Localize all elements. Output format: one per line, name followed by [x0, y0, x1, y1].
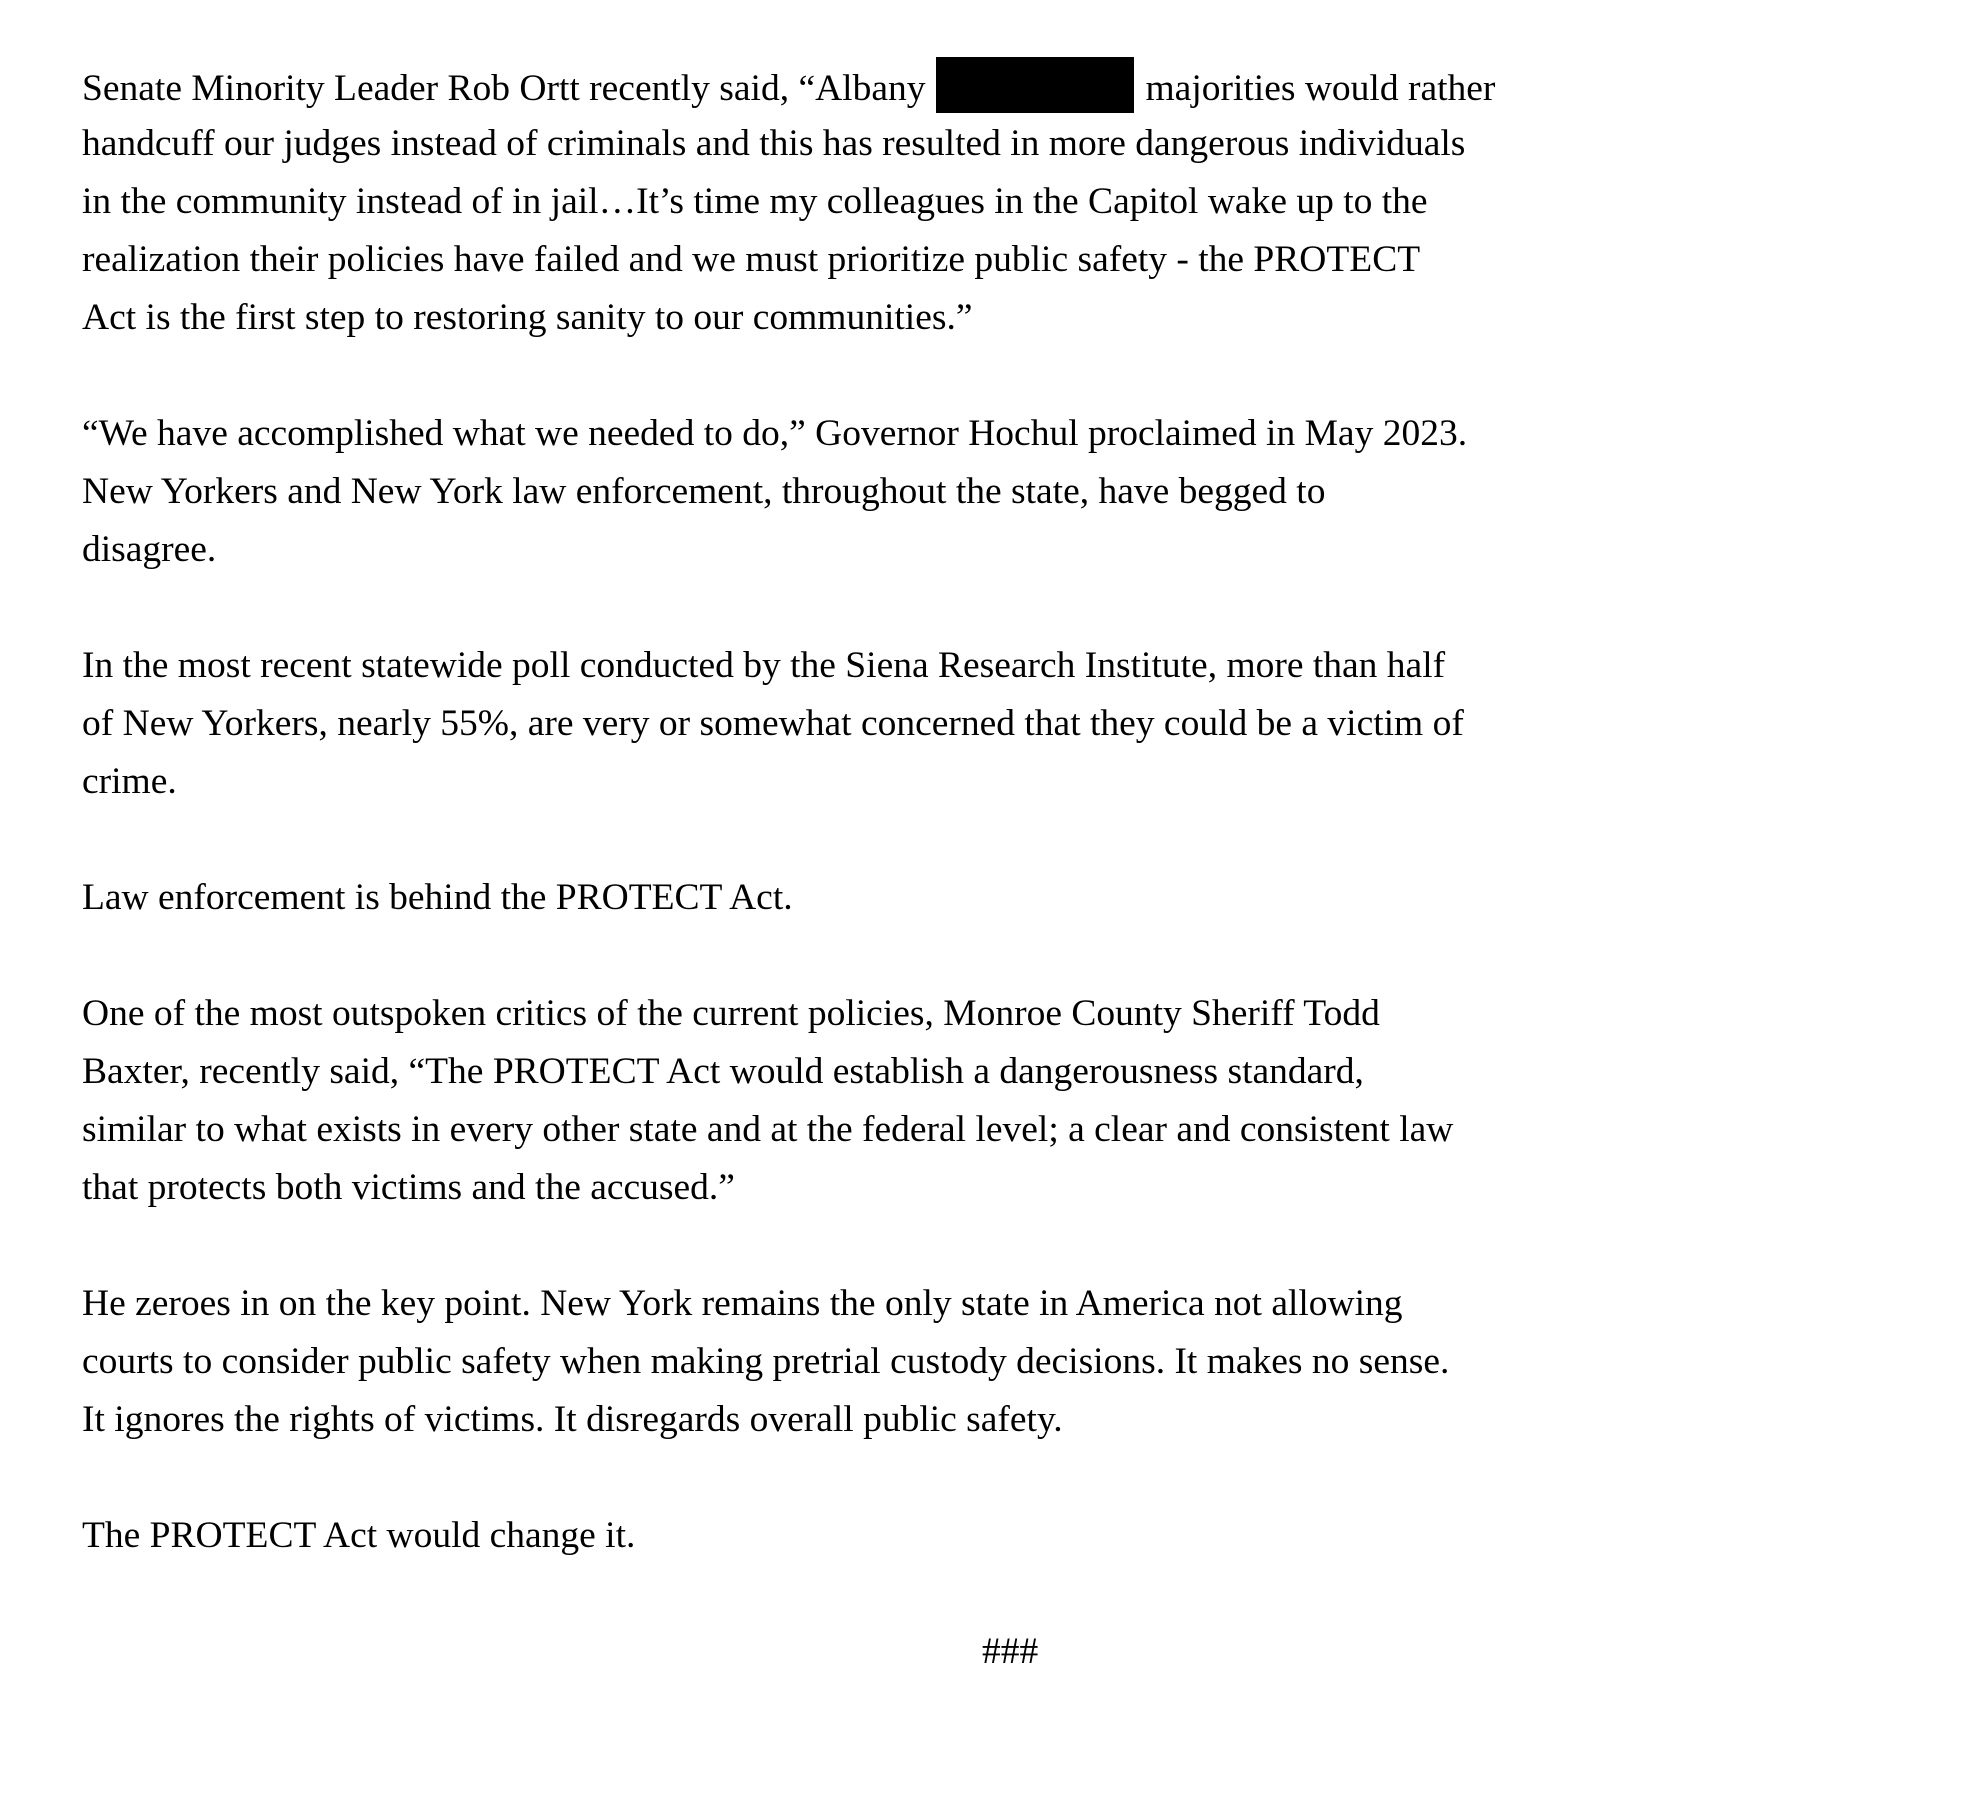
- text-line: [82, 57, 1495, 115]
- text-line: courts to consider public safety when making pretrial custody decisions. It makes no sense.: [82, 1341, 1450, 1382]
- text-line: Law enforcement is behind the PROTECT Act.: [82, 877, 793, 918]
- text-line: realization their policies have failed and we must prioritize public safety - the PROTECT: [82, 239, 1421, 280]
- text-segment: majorities would rather: [1145, 68, 1496, 109]
- text-line: that protects both victims and the accused.”: [82, 1167, 735, 1208]
- text-line: “We have accomplished what we needed to do,” Governor Hochul proclaimed in May 2023.: [82, 413, 1468, 454]
- text-line: It ignores the rights of victims. It disregards overall public safety.: [82, 1399, 1063, 1440]
- text-line: In the most recent statewide poll conducted by the Siena Research Institute, more than half: [82, 645, 1446, 686]
- text-line: disagree.: [82, 529, 217, 570]
- text-line: crime.: [82, 761, 177, 802]
- text-line: New Yorkers and New York law enforcement, throughout the state, have begged to: [82, 471, 1326, 512]
- redaction-box: [936, 57, 1134, 113]
- text-line: He zeroes in on the key point. New York remains the only state in America not allowing: [82, 1283, 1403, 1324]
- text-line: of New Yorkers, nearly 55%, are very or somewhat concerned that they could be a victim of: [82, 703, 1464, 744]
- text-segment: Senate Minority Leader Rob Ortt recently said, “Albany: [82, 68, 926, 109]
- end-of-release-mark: ###: [982, 1631, 1039, 1672]
- text-line: One of the most outspoken critics of the current policies, Monroe County Sheriff Todd: [82, 993, 1380, 1034]
- text-line: Baxter, recently said, “The PROTECT Act would establish a dangerousness standard,: [82, 1051, 1364, 1092]
- text-line: similar to what exists in every other state and at the federal level; a clear and consistent law: [82, 1109, 1454, 1150]
- text-line: in the community instead of in jail…It’s time my colleagues in the Capitol wake up to the: [82, 181, 1428, 222]
- text-line: The PROTECT Act would change it.: [82, 1515, 636, 1556]
- text-line: handcuff our judges instead of criminals and this has resulted in more dangerous individuals: [82, 123, 1466, 164]
- text-line: Act is the first step to restoring sanity to our communities.”: [82, 297, 973, 338]
